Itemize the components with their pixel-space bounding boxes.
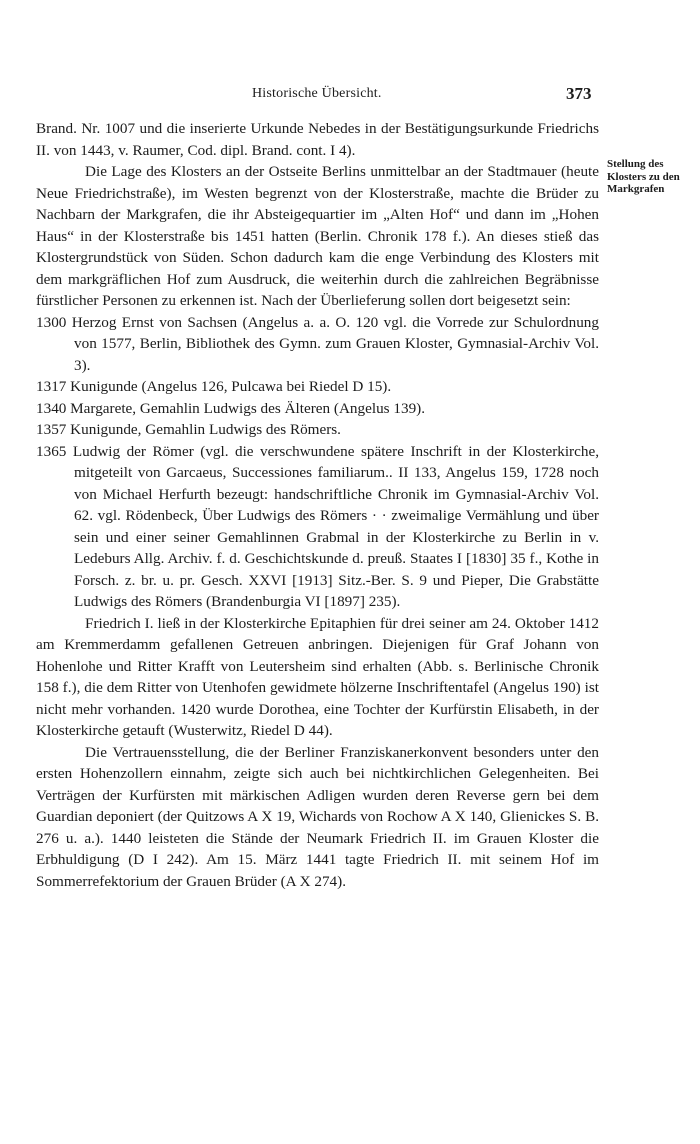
margin-note: Stellung des Klosters zu den Markgrafen (607, 158, 680, 195)
running-head: Historische Übersicht. (252, 86, 382, 101)
paragraph-continuation: Brand. Nr. 1007 und die inserierte Urkunde Nebedes in der Bestätigungsurkunde Friedrichs II. von 1443, v. Raumer, Cod. dipl. Brand. cont. I 4). (36, 120, 599, 159)
page-number: 373 (566, 84, 592, 103)
paragraph-epitaphs: Friedrich I. ließ in der Klosterkirche Epitaphien für drei seiner am 24. Oktober 1412 am Kremmerdamm gefallenen Getreuen anbringen. Diejenigen für Graf Johann von Hohenlohe und Ritter Krafft von Leutersheim sind erhalten (Abb. s. Berlinische Chronik 158 f.), die dem Ritter von Utenhofen gewidmete hölzerne Inschriftentafel (Angelus 190) ist nicht mehr vorhanden. 1420 wurde Dorothea, eine Tochter der Kurfürstin Elisabeth, in der Klosterkirche getauft (Wusterwitz, Riedel D 44). (36, 614, 599, 739)
paragraph-location: Die Lage des Klosters an der Ostseite Berlins unmittelbar an der Stadtmauer (heute Neue Friedrichstraße), im Westen begrenzt von der Klosterstraße, machte die Brüder zu Nachbarn der Markgrafen, die ihr Absteigequartier im „Alten Hof“ und dann im „Hohen Haus“ in der Klosterstraße bis 1451 hatten (Berlin. Chronik 178 f.). An dieses stieß das Klostergrundstück von Süden. Schon dadurch kam die enge Verbindung des Klosters mit dem markgräflichen Hof zum Ausdruck, die weiterhin durch die zahlreichen Begräbnisse fürstlicher Personen zu erkennen ist. Nach der Überlieferung sollen dort beigesetzt sein: (36, 163, 599, 309)
burial-entry-1317: 1317 Kunigunde (Angelus 126, Pulcawa bei Riedel D 15). (36, 378, 392, 395)
burial-entry-1365: 1365 Ludwig der Römer (vgl. die verschwundene spätere Inschrift in der Klosterkirche, mitgeteilt von Garcaeus, Successiones familiarum.. II 133, Angelus 159, 1728 noch von Michael Herfurth bezeugt: handschriftliche Chronik im Gymnasial-Archiv Vol. 62. vgl. Rödenbeck, Über Ludwigs des Römers · · zweimalige Vermählung und über sein und einer seiner Gemahlinnen Grabmal in der Klosterkirche zu Berlin in v. Ledeburs Allg. Archiv. f. d. Geschichtskunde d. preuß. Staates I [1830] 35 f., Kothe in Forsch. z. br. u. pr. Gesch. XXVI [1913] Sitz.-Ber. S. 9 und Pieper, Die Grabstätte Ludwigs des Römers (Brandenburgia VI [1897] 235). (36, 442, 599, 610)
burial-entry-1340: 1340 Margarete, Gemahlin Ludwigs des Älteren (Angelus 139). (36, 399, 426, 417)
burial-entry-1357: 1357 Kunigunde, Gemahlin Ludwigs des Römers. (36, 421, 341, 438)
main-text (36, 118, 599, 892)
burial-entry-1300: 1300 Herzog Ernst von Sachsen (Angelus a. a. O. 120 vgl. die Vorrede zur Schulordnung von 1577, Berlin, Bibliothek des Gymn. zum Grauen Kloster, Gymnasial-Archiv Vol. 3). (36, 313, 599, 374)
paragraph-trust: Die Vertrauensstellung, die der Berliner Franziskanerkonvent besonders unter den ersten Hohenzollern einnahm, zeigte sich auch bei nichtkirchlichen Gelegenheiten. Bei Verträgen der Kurfürsten mit märkischen Adligen wurden deren Reverse gern bei dem Guardian deponiert (der Quitzows A X 19, Wichards von Rochow A X 140, Glienickes S. B. 276 u. a.). 1440 leisteten die Stände der Neumark Friedrich II. im Grauen Kloster die Erbhuldigung (D I 242). Am 15. März 1441 tagte Friedrich II. mit seinem Hof im Sommerrefektorium der Grauen Brüder (A X 274). (36, 743, 599, 890)
